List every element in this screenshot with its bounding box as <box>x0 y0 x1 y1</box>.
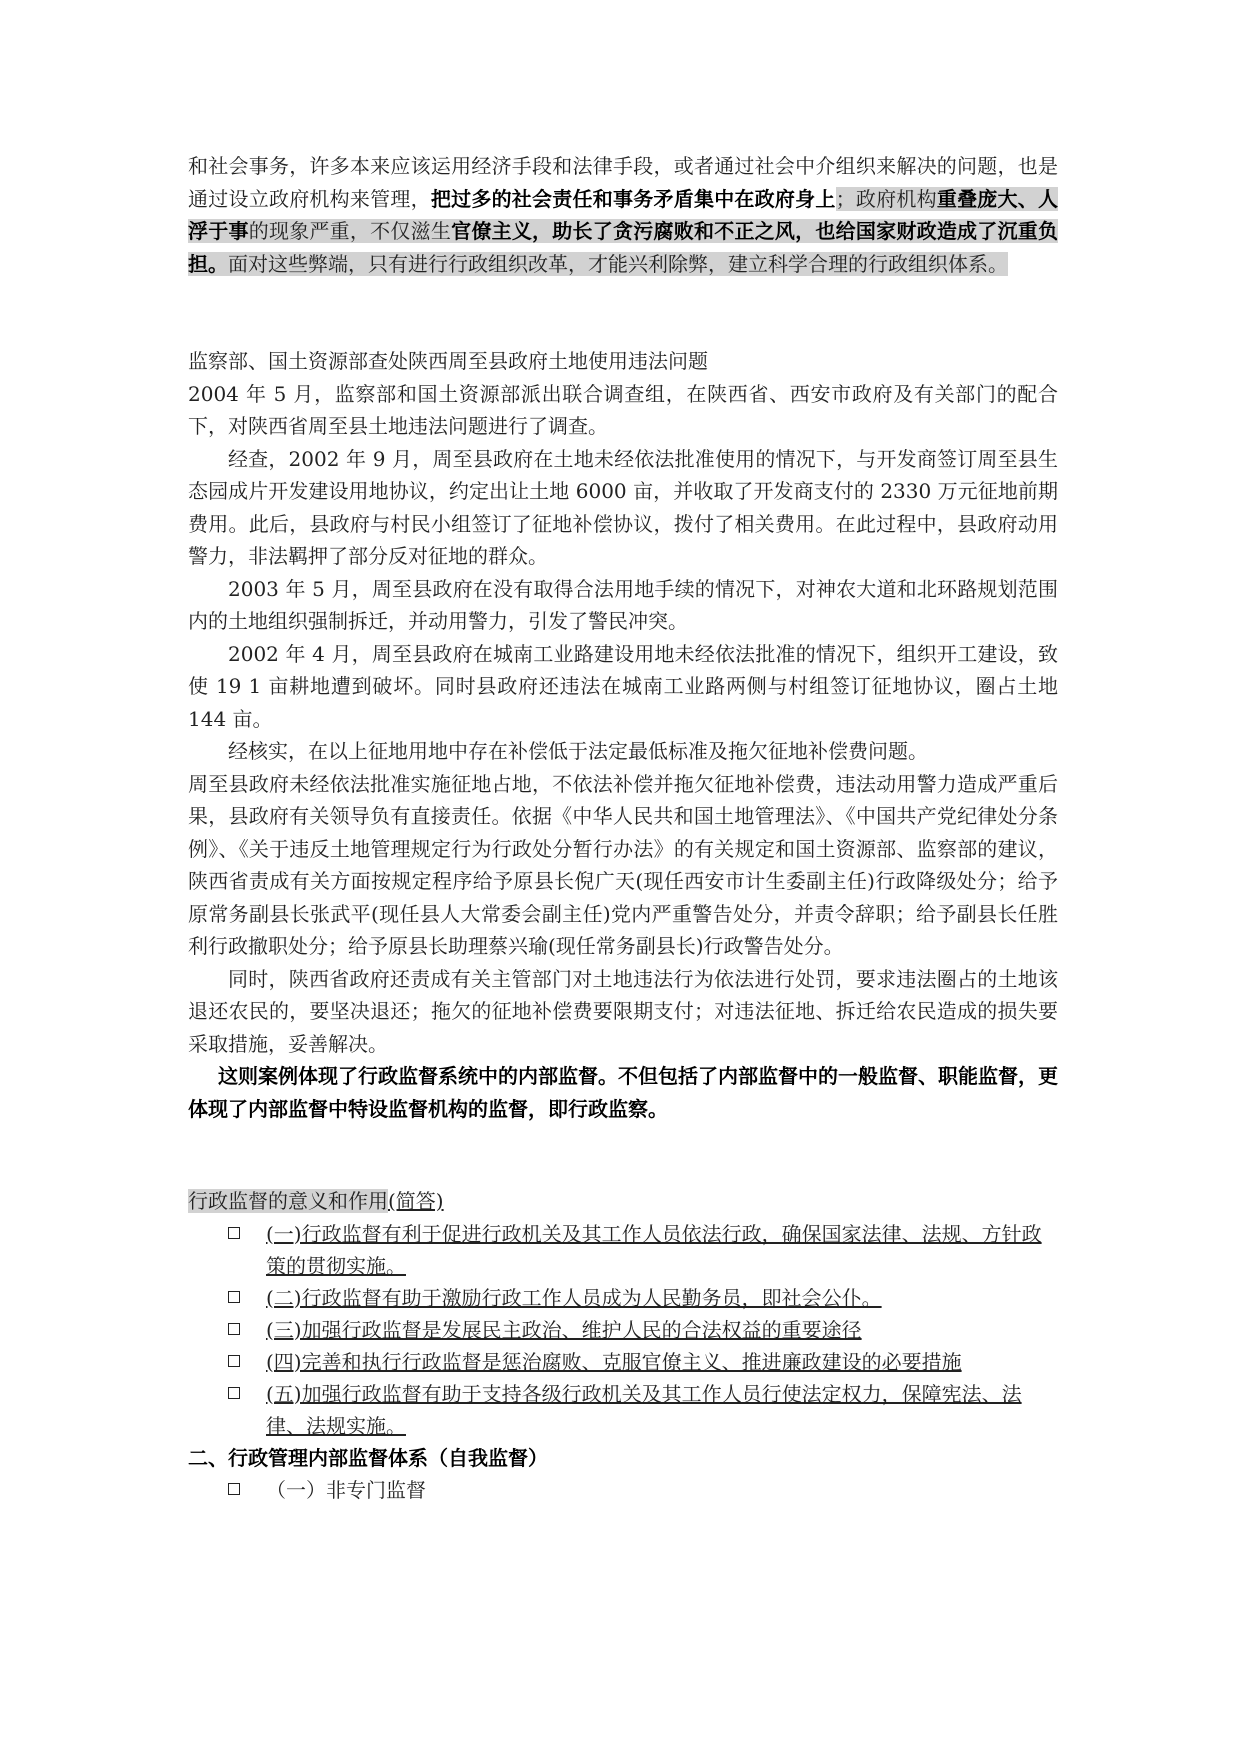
list-item-text: (四)完善和执行行政监督是惩治腐败、克服官僚主义、推进廉政建设的必要措施 <box>266 1349 962 1374</box>
list-item-text: （一）非专门监督 <box>266 1477 426 1502</box>
list-item-text: (五)加强行政监督有助于支持各级行政机关及其工作人员行使法定权力，保障宪法、法律、法规实施。 <box>266 1381 1022 1438</box>
case-title: 监察部、国土资源部查处陕西周至县政府土地使用违法问题 <box>188 349 708 373</box>
checkbox-icon <box>228 1387 240 1399</box>
section-heading: 二、行政管理内部监督体系（自我监督） <box>188 1445 548 1470</box>
checkbox-icon <box>228 1323 240 1335</box>
list-item <box>228 1314 1058 1346</box>
intro-highlight-3: 面对这些弊端，只有进行行政组织改革，才能兴利除弊，建立科学合理的行政组织体系。 <box>228 251 1008 276</box>
list-item <box>228 1282 1058 1314</box>
intro-highlight-1: ；政府机构 <box>835 186 937 211</box>
checkbox-icon <box>228 1483 240 1495</box>
case-paragraph-6: 周至县政府未经依法批准实施征地占地，不依法补偿并拖欠征地补偿费，违法动用警力造成严重后果，县政府有关领导负有直接责任。依据《中华人民共和国土地管理法》、《中国共产党纪律处分条例》、《关于违反土地管理规定行为行政处分暂行办法》的有关规定和国土资源部、监察部的建议，陕西省责成有关方面按规定程序给予原县长倪广天(现任西安市计生委副主任)行政降级处分；给予原常务副县长张武平(现任县人大常委会副主任)党内严重警告处分，并责令辞职；给予副县长任胜利行政撤职处分；给予原县长助理蔡兴瑜(现任常务副县长)行政警告处分。 <box>188 771 1058 958</box>
intro-bold-highlight-2: 官僚主义，助长了贪污腐败和不正之风，也给国家财政造成了沉重负担。 <box>188 219 1059 276</box>
significance-list <box>188 1218 1058 1442</box>
list-item-text: (三)加强行政监督是发展民主政治、维护人民的合法权益的重要途径 <box>266 1317 862 1342</box>
list-item-text: (二)行政监督有助于激励行政工作人员成为人民勤务员，即社会公仆。 <box>266 1285 882 1310</box>
significance-heading-line <box>188 1185 1058 1218</box>
intro-bold-highlight-1: 重叠庞大、人浮于事 <box>188 186 1059 243</box>
significance-heading-suffix: (简答) <box>388 1189 444 1213</box>
intro-text-1: 和社会事务，许多本来应该运用经济手段和法律手段，或者通过社会中介组织来解决的问题，也是通过设立政府机构来管理， <box>188 154 1058 211</box>
list-item <box>228 1218 1058 1282</box>
checkbox-icon <box>228 1355 240 1367</box>
list-item <box>228 1346 1058 1378</box>
case-paragraph-2: 经查，2002 年 9 月，周至县政府在土地未经依法批准使用的情况下，与开发商签订周至县生态园成片开发建设用地协议，约定出让土地 6000 亩，并收取了开发商支付的 2330 万元征地前期费用。此后，县政府与村民小组签订了征地补偿协议，拨付了相关费用。在此过程中，县政府动用警力，非法羁押了部分反对征地的群众。 <box>188 446 1058 568</box>
intro-paragraph <box>188 150 1058 280</box>
list-item-text: (一)行政监督有利于促进行政机关及其工作人员依法行政，确保国家法律、法规、方针政策的贯彻实施。 <box>266 1221 1042 1278</box>
case-paragraph-1: 2004 年 5 月，监察部和国土资源部派出联合调查组，在陕西省、西安市政府及有关部门的配合下，对陕西省周至县土地违法问题进行了调查。 <box>188 381 1058 438</box>
document-page <box>188 150 1058 1506</box>
intro-bold-1: 把过多的社会责任和事务矛盾集中在政府身上 <box>430 186 836 211</box>
list-item <box>228 1378 1058 1442</box>
case-paragraph-4: 2002 年 4 月，周至县政府在城南工业路建设用地未经依法批准的情况下，组织开工建设，致使 19 1 亩耕地遭到破坏。同时县政府还违法在城南工业路两侧与村组签订征地协议，圈占土地 144 亩。 <box>188 641 1058 731</box>
intro-highlight-2: 的现象严重，不仅滋生 <box>248 219 452 243</box>
section2-list <box>188 1474 1058 1506</box>
case-paragraph-7: 同时，陕西省政府还责成有关主管部门对土地违法行为依法进行处罚，要求违法圈占的土地该退还农民的，要坚决退还；拖欠的征地补偿费要限期支付；对违法征地、拆迁给农民造成的损失要采取措施，妥善解决。 <box>188 966 1058 1056</box>
list-item <box>228 1474 1058 1506</box>
checkbox-icon <box>228 1291 240 1303</box>
case-paragraph-5: 经核实，在以上征地用地中存在补偿低于法定最低标准及拖欠征地补偿费问题。 <box>228 739 928 763</box>
checkbox-icon <box>228 1227 240 1239</box>
case-paragraph-3: 2003 年 5 月，周至县政府在没有取得合法用地手续的情况下，对神农大道和北环路规划范围内的土地组织强制拆迁，并动用警力，引发了警民冲突。 <box>188 576 1058 633</box>
case-conclusion: 这则案例体现了行政监督系统中的内部监督。不但包括了内部监督中的一般监督、职能监督，更体现了内部监督中特设监督机构的监督，即行政监察。 <box>188 1064 1058 1121</box>
significance-heading: 行政监督的意义和作用 <box>188 1189 388 1213</box>
